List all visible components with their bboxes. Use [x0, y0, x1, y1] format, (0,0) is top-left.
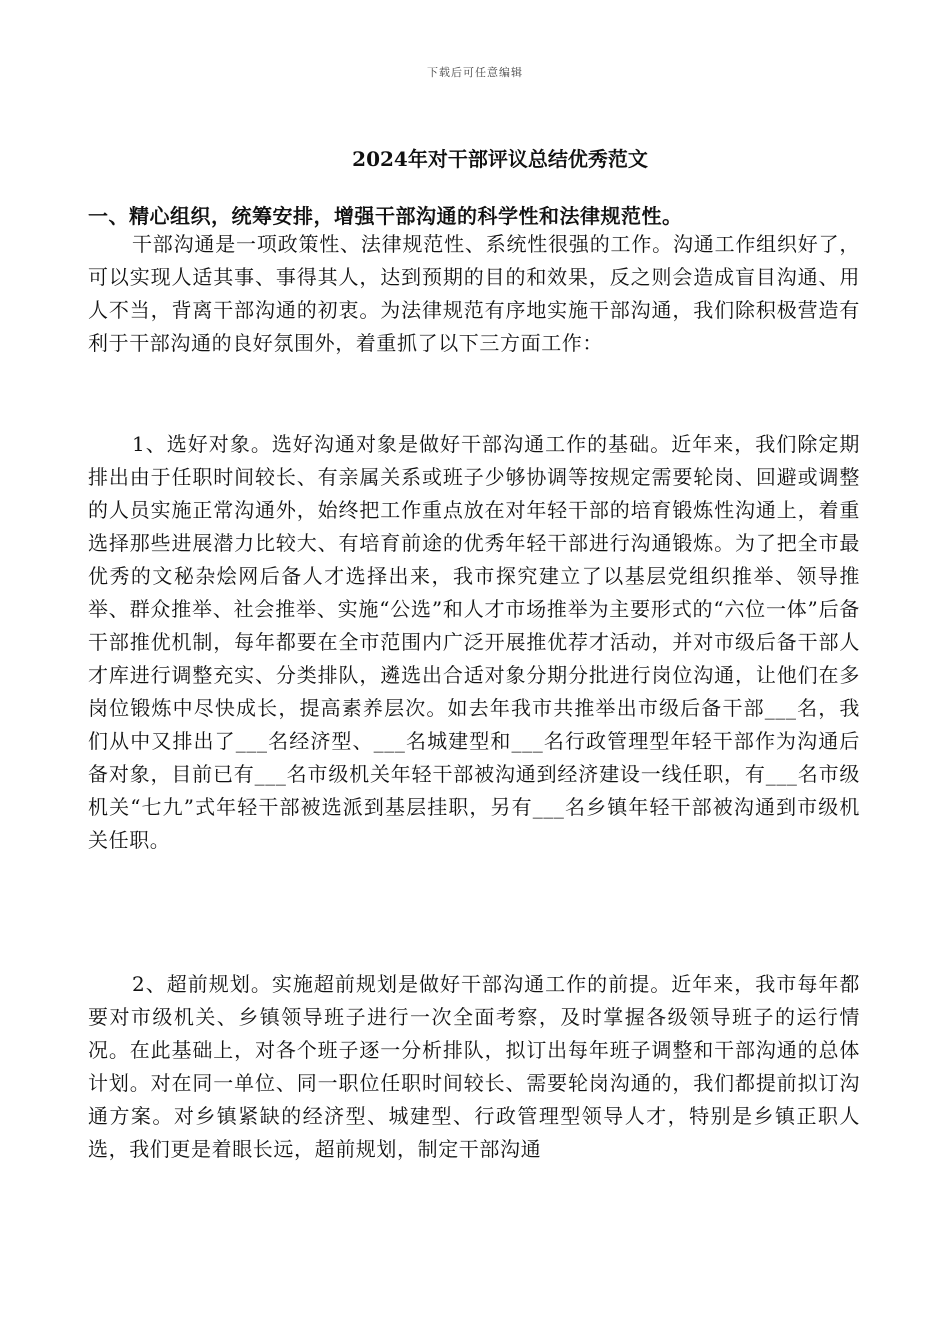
paragraph-select-targets: 1、选好对象。选好沟通对象是做好干部沟通工作的基础。近年来，我们除定期排出由于任职时间较长、有亲属关系或班子少够协调等按规定需要轮岗、回避或调整的人员实施正常沟通外，始终把工作重点放在对年轻干部的培育锻炼性沟通上，着重选择那些进展潜力比较大、有培育前途的优秀年轻干部进行沟通锻炼。为了把全市最优秀的文秘杂烩网后备人才选择出来，我市探究建立了以基层党组织推举、领导推举、群众推举、社会推举、实施“公选”和人才市场推举为主要形式的“六位一体”后备干部推优机制，每年都要在全市范围内广泛开展推优荐才活动，并对市级后备干部人才库进行调整充实、分类排队，遴选出合适对象分期分批进行岗位沟通，让他们在多岗位锻炼中尽快成长，提高素养层次。如去年我市共推举出市级后备干部___名，我们从中又排出了___名经济型、___名城建型和___名行政管理型年轻干部作为沟通后备对象，目前已有___名市级机关年轻干部被沟通到经济建设一线任职，有___名市级机关“七九”式年轻干部被选派到基层挂职，另有___名乡镇年轻干部被沟通到市级机关任职。 [88, 432, 860, 852]
header-note: 下载后可任意编辑 [427, 66, 523, 79]
paragraph-advance-planning: 2、超前规划。实施超前规划是做好干部沟通工作的前提。近年来，我市每年都要对市级机关、乡镇领导班子进行一次全面考察，及时掌握各级领导班子的运行情况。在此基础上，对各个班子逐一分析排队，拟订出每年班子调整和干部沟通的总体计划。对在同一单位、同一职位任职时间较长、需要轮岗沟通的，我们都提前拟订沟通方案。对乡镇紧缺的经济型、城建型、行政管理型领导人才，特别是乡镇正职人选，我们更是着眼长远，超前规划，制定干部沟通 [88, 972, 860, 1161]
document-title: 2024年对干部评议总结优秀范文 [352, 147, 648, 171]
paragraph-intro: 干部沟通是一项政策性、法律规范性、系统性很强的工作。沟通工作组织好了，可以实现人适其事、事得其人，达到预期的目的和效果，反之则会造成盲目沟通、用人不当，背离干部沟通的初衷。为法律规范有序地实施干部沟通，我们除积极营造有利于干部沟通的良好氛围外，着重抓了以下三方面工作： [88, 232, 860, 355]
section-heading: 一、精心组织，统筹安排，增强干部沟通的科学性和法律规范性。 [88, 204, 683, 228]
